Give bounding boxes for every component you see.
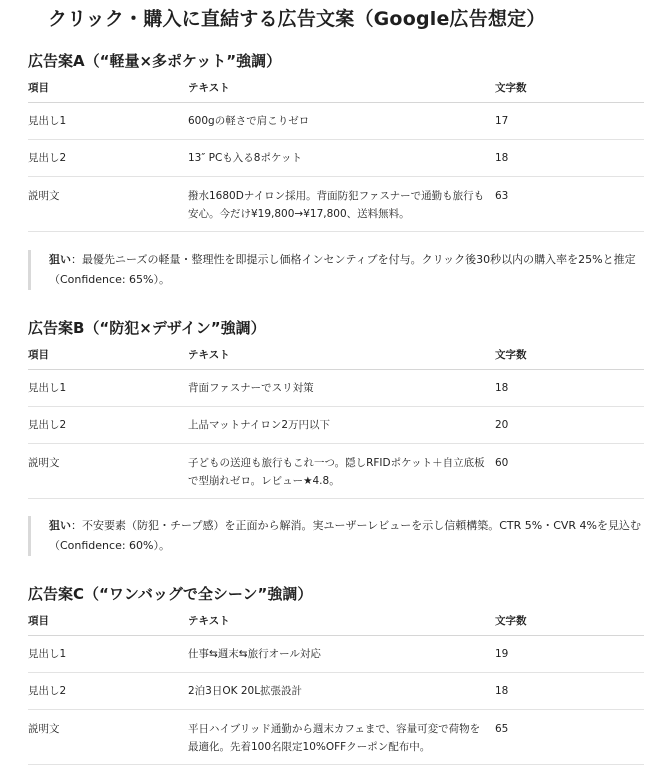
header-count: 文字数 xyxy=(495,82,527,94)
cell-text: 仕事⇆週末⇆旅行オール対応 xyxy=(188,636,495,673)
cell-item: 説明文 xyxy=(28,444,188,499)
table-row xyxy=(28,710,644,765)
table-row xyxy=(28,444,644,499)
table-header-row xyxy=(28,607,644,636)
cell-count: 18 xyxy=(495,673,644,710)
cell-count: 19 xyxy=(495,636,644,673)
cell-text: 13″ PCも入る8ポケット xyxy=(188,140,495,177)
page-title: クリック・購入に直結する広告文案（Google広告想定） xyxy=(48,8,546,30)
ad-heading-b: 広告案B（“防犯×デザイン”強調） xyxy=(28,319,266,337)
table-row xyxy=(28,140,644,177)
cell-item: 見出し1 xyxy=(28,636,188,673)
cell-item: 見出し2 xyxy=(28,407,188,444)
header-text: テキスト xyxy=(188,349,230,361)
cell-count: 17 xyxy=(495,103,644,140)
cell-text: 子どもの送迎も旅行もこれ一つ。隠しRFIDポケット＋自立底板で型崩れゼロ。レビュー★4.8。 xyxy=(188,444,495,499)
header-count: 文字数 xyxy=(495,349,527,361)
cell-text: 600gの軽さで肩こりゼロ xyxy=(188,103,495,140)
header-item: 項目 xyxy=(28,82,49,94)
cell-count: 60 xyxy=(495,444,644,499)
table-row xyxy=(28,370,644,407)
cell-text: 平日ハイブリッド通勤から週末カフェまで、容量可変で荷物を最適化。先着100名限定10%OFFクーポン配布中。 xyxy=(188,710,495,765)
header-item: 項目 xyxy=(28,615,49,627)
header-text: テキスト xyxy=(188,615,230,627)
ad-section-b xyxy=(28,315,644,499)
cell-item: 説明文 xyxy=(28,710,188,765)
aim-label: 狙い xyxy=(49,519,71,532)
header-count: 文字数 xyxy=(495,615,527,627)
cell-text: 背面ファスナーでスリ対策 xyxy=(188,370,495,407)
cell-count: 18 xyxy=(495,140,644,177)
ad-table-b xyxy=(28,341,644,499)
cell-item: 見出し2 xyxy=(28,140,188,177)
cell-text: 上品マットナイロン2万円以下 xyxy=(188,407,495,444)
ad-table-c xyxy=(28,607,644,765)
table-row xyxy=(28,636,644,673)
ad-section-c xyxy=(28,581,644,765)
table-row xyxy=(28,177,644,232)
aim-label: 狙い xyxy=(49,253,71,266)
aim-text: ：不安要素（防犯・チープ感）を正面から解消。実ユーザーレビューを示し信頼構築。CTR 5%・CVR 4%を見込む（Confidence: 60%）。 xyxy=(49,519,642,552)
header-item: 項目 xyxy=(28,349,49,361)
ad-heading-c: 広告案C（“ワンバッグで全シーン”強調） xyxy=(28,585,313,603)
cell-item: 見出し1 xyxy=(28,103,188,140)
table-header-row xyxy=(28,341,644,370)
cell-text: 撥水1680Dナイロン採用。背面防犯ファスナーで通勤も旅行も安心。今だけ¥19,800→¥17,800、送料無料。 xyxy=(188,177,495,232)
aim-note-b xyxy=(28,516,644,556)
aim-text: ：最優先ニーズの軽量・整理性を即提示し価格インセンティブを付与。クリック後30秒以内の購入率を25%と推定（Confidence: 65%）。 xyxy=(49,253,636,286)
table-row xyxy=(28,103,644,140)
cell-count: 63 xyxy=(495,177,644,232)
cell-text: 2泊3日OK 20L拡張設計 xyxy=(188,673,495,710)
cell-count: 20 xyxy=(495,407,644,444)
cell-item: 見出し2 xyxy=(28,673,188,710)
table-header-row xyxy=(28,74,644,103)
cell-count: 18 xyxy=(495,370,644,407)
ad-table-a xyxy=(28,74,644,232)
header-text: テキスト xyxy=(188,82,230,94)
cell-item: 見出し1 xyxy=(28,370,188,407)
ad-section-a xyxy=(28,48,644,232)
cell-item: 説明文 xyxy=(28,177,188,232)
aim-note-a xyxy=(28,250,644,290)
table-row xyxy=(28,673,644,710)
ad-heading-a: 広告案A（“軽量×多ポケット”強調） xyxy=(28,52,282,70)
cell-count: 65 xyxy=(495,710,644,765)
table-row xyxy=(28,407,644,444)
